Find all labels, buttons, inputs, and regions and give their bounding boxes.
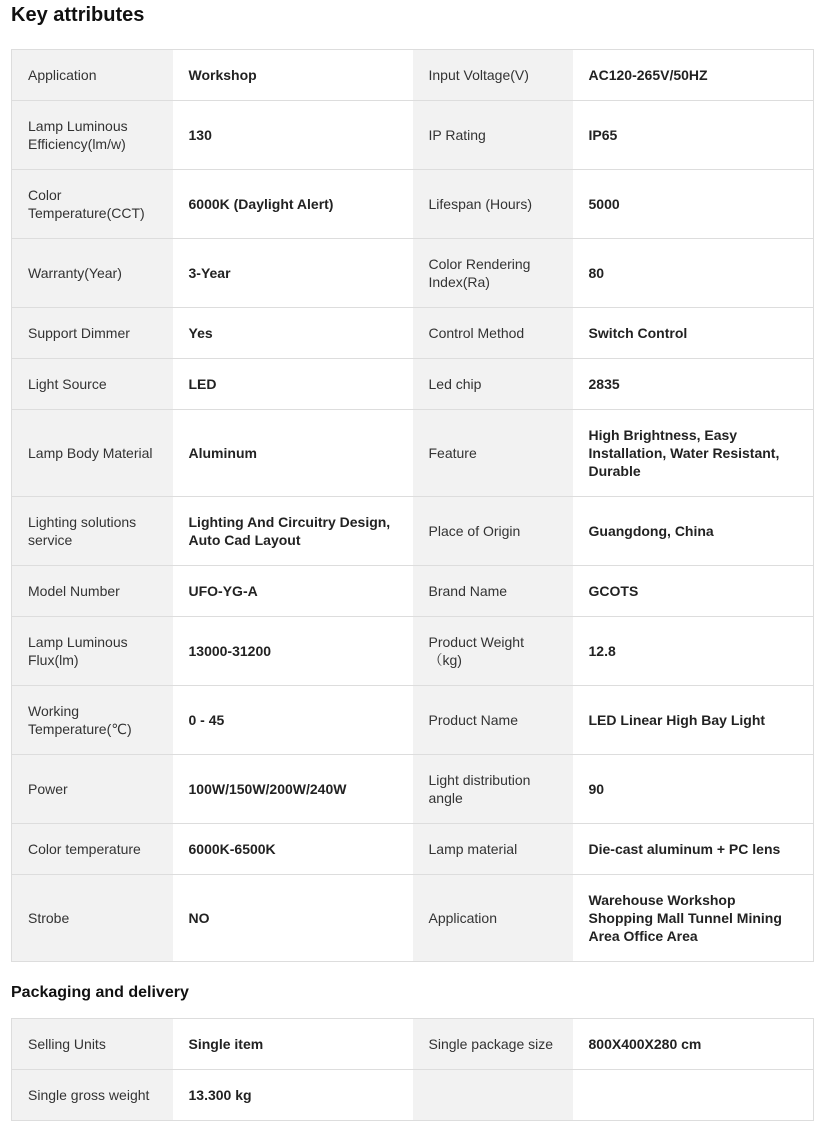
table-row bbox=[12, 101, 814, 170]
attribute-value: Aluminum bbox=[173, 410, 413, 497]
attribute-value: Warehouse Workshop Shopping Mall Tunnel Mining Area Office Area bbox=[573, 875, 814, 962]
packaging-table bbox=[11, 1018, 814, 1121]
attribute-label: Power bbox=[12, 755, 173, 824]
table-row bbox=[12, 1019, 814, 1070]
attribute-label: Light distribution angle bbox=[413, 755, 573, 824]
attribute-label: Color Temperature(CCT) bbox=[12, 170, 173, 239]
attribute-value: 3-Year bbox=[173, 239, 413, 308]
table-row bbox=[12, 875, 814, 962]
attribute-value: High Brightness, Easy Installation, Water Resistant, Durable bbox=[573, 410, 814, 497]
attribute-value: 100W/150W/200W/240W bbox=[173, 755, 413, 824]
attribute-value: 2835 bbox=[573, 359, 814, 410]
attribute-label: Model Number bbox=[12, 566, 173, 617]
attribute-value: Guangdong, China bbox=[573, 497, 814, 566]
attribute-label: Lighting solutions service bbox=[12, 497, 173, 566]
attribute-label: Product Name bbox=[413, 686, 573, 755]
attribute-label: Feature bbox=[413, 410, 573, 497]
attribute-value: UFO-YG-A bbox=[173, 566, 413, 617]
table-row bbox=[12, 359, 814, 410]
table-row bbox=[12, 686, 814, 755]
attribute-label: Light Source bbox=[12, 359, 173, 410]
table-row bbox=[12, 497, 814, 566]
attribute-label: Product Weight（kg) bbox=[413, 617, 573, 686]
attribute-label: Lifespan (Hours) bbox=[413, 170, 573, 239]
attribute-value bbox=[573, 1070, 814, 1121]
table-row bbox=[12, 1070, 814, 1121]
attribute-value: Single item bbox=[173, 1019, 413, 1070]
attribute-label: Input Voltage(V) bbox=[413, 50, 573, 101]
attribute-value: LED bbox=[173, 359, 413, 410]
attribute-label: Place of Origin bbox=[413, 497, 573, 566]
attribute-value: 6000K (Daylight Alert) bbox=[173, 170, 413, 239]
attribute-value: 6000K-6500K bbox=[173, 824, 413, 875]
key-attributes-table bbox=[11, 49, 814, 962]
attribute-value: 80 bbox=[573, 239, 814, 308]
attribute-label: Support Dimmer bbox=[12, 308, 173, 359]
attribute-label bbox=[413, 1070, 573, 1121]
packaging-title: Packaging and delivery bbox=[11, 984, 189, 1001]
attribute-label: Working Temperature(℃) bbox=[12, 686, 173, 755]
attribute-label: Single package size bbox=[413, 1019, 573, 1070]
attribute-value: Switch Control bbox=[573, 308, 814, 359]
table-row bbox=[12, 566, 814, 617]
attribute-label: Lamp Luminous Flux(lm) bbox=[12, 617, 173, 686]
attribute-label: Application bbox=[413, 875, 573, 962]
attribute-value: Die-cast aluminum + PC lens bbox=[573, 824, 814, 875]
attribute-label: Lamp material bbox=[413, 824, 573, 875]
table-row bbox=[12, 824, 814, 875]
attribute-label: Color Rendering Index(Ra) bbox=[413, 239, 573, 308]
attribute-label: Lamp Luminous Efficiency(lm/w) bbox=[12, 101, 173, 170]
attribute-value: Lighting And Circuitry Design, Auto Cad Layout bbox=[173, 497, 413, 566]
key-attributes-title: Key attributes bbox=[11, 4, 145, 26]
attribute-label: Selling Units bbox=[12, 1019, 173, 1070]
attribute-label: Warranty(Year) bbox=[12, 239, 173, 308]
attribute-label: Control Method bbox=[413, 308, 573, 359]
table-row bbox=[12, 170, 814, 239]
table-row bbox=[12, 50, 814, 101]
table-row bbox=[12, 617, 814, 686]
attribute-label: Led chip bbox=[413, 359, 573, 410]
attribute-value: 12.8 bbox=[573, 617, 814, 686]
attribute-label: Application bbox=[12, 50, 173, 101]
attribute-value: 0 - 45 bbox=[173, 686, 413, 755]
table-row bbox=[12, 755, 814, 824]
attribute-value: AC120-265V/50HZ bbox=[573, 50, 814, 101]
attribute-value: 13000-31200 bbox=[173, 617, 413, 686]
attribute-label: Brand Name bbox=[413, 566, 573, 617]
attribute-label: Strobe bbox=[12, 875, 173, 962]
attribute-value: NO bbox=[173, 875, 413, 962]
attribute-value: GCOTS bbox=[573, 566, 814, 617]
attribute-value: Workshop bbox=[173, 50, 413, 101]
attribute-value: 5000 bbox=[573, 170, 814, 239]
attribute-value: 800X400X280 cm bbox=[573, 1019, 814, 1070]
attribute-value: 90 bbox=[573, 755, 814, 824]
attribute-value: Yes bbox=[173, 308, 413, 359]
table-row bbox=[12, 308, 814, 359]
attribute-label: IP Rating bbox=[413, 101, 573, 170]
table-row bbox=[12, 239, 814, 308]
attribute-value: IP65 bbox=[573, 101, 814, 170]
attribute-value: 13.300 kg bbox=[173, 1070, 413, 1121]
attribute-label: Color temperature bbox=[12, 824, 173, 875]
attribute-value: 130 bbox=[173, 101, 413, 170]
table-row bbox=[12, 410, 814, 497]
attribute-label: Lamp Body Material bbox=[12, 410, 173, 497]
attribute-label: Single gross weight bbox=[12, 1070, 173, 1121]
attribute-value: LED Linear High Bay Light bbox=[573, 686, 814, 755]
